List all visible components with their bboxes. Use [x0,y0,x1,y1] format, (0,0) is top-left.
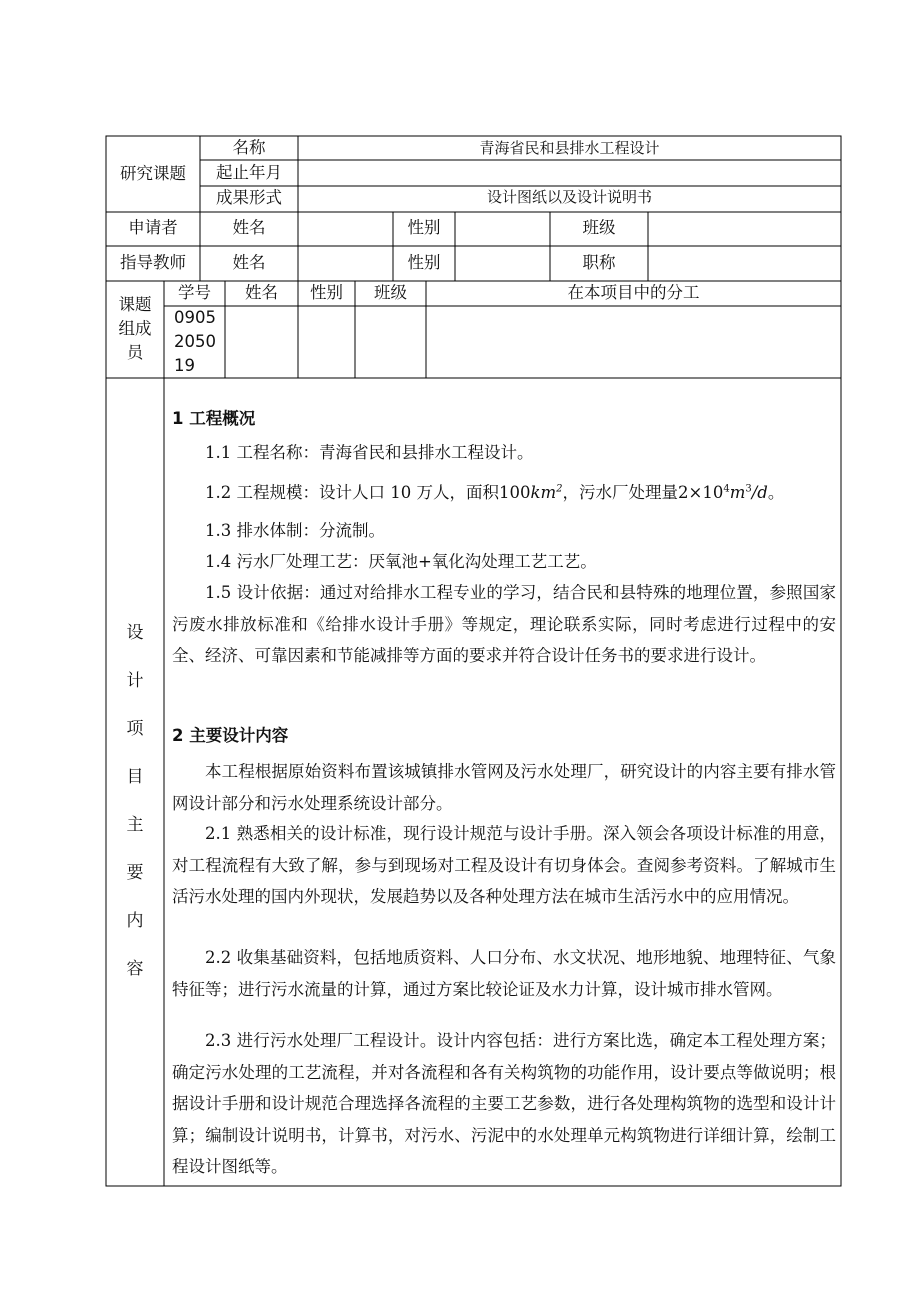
members-label-line-3: 员 [126,343,144,362]
column-project-role: 在本项目中的分工 [567,283,700,302]
section-2-intro: 本工程根据原始资料布置该城镇排水管网及污水处理厂，研究设计的内容主要有排水管网设计部分和污水处理系统设计部分。 [172,762,836,813]
item-1-2-mid: ，污水厂处理量 [562,483,679,502]
advisor-label: 指导教师 [120,253,186,272]
side-label-char-6: 要 [126,863,144,883]
student-id-line-3: 19 [174,356,195,375]
advisor-title-label: 职称 [582,253,616,272]
period-label: 起止年月 [216,163,282,182]
column-name: 姓名 [245,283,278,302]
side-label-char-3: 项 [126,719,144,739]
advisor-name-label: 姓名 [232,253,266,272]
item-1-2-prefix: 1.2 工程规模：设计人口 10 万人，面积 [205,483,499,502]
column-student-id: 学号 [178,283,211,302]
item-1-2-end: 。 [767,483,785,502]
research-topic-label: 研究课题 [120,164,186,183]
item-1-4: 1.4 污水厂处理工艺：厌氧池+氧化沟处理工艺工艺。 [205,552,597,571]
topic-name-value: 青海省民和县排水工程设计 [479,139,660,157]
student-id-line-2: 2050 [174,332,216,351]
output-form-label: 成果形式 [216,188,282,207]
output-form-value: 设计图纸以及设计说明书 [486,188,652,206]
side-label-char-7: 内 [126,911,144,931]
side-label-char-1: 设 [126,623,144,643]
column-class: 班级 [374,283,407,302]
members-label-line-2: 组成 [118,319,152,338]
applicant-class-label: 班级 [582,218,616,237]
item-1-5: 1.5 设计依据：通过对给排水工程专业的学习，结合民和县特殊的地理位置，参照国家污废水排放标准和《给排水设计手册》等规定，理论联系实际，同时考虑进行过程中的安全、经济、可靠因素和节能减排等方面的要求并符合设计任务书的要求进行设计。 [172,583,836,665]
side-label-char-2: 计 [126,671,144,691]
area-value: $100km^2$ [498,483,563,502]
topic-name-label: 名称 [232,138,266,157]
applicant-label: 申请者 [128,218,178,237]
section-2-heading: 2 主要设计内容 [172,726,289,745]
column-gender: 性别 [310,283,343,302]
flow-value: $2\times 10^4m^3/d$ [678,483,768,502]
item-2-1: 2.1 熟悉相关的设计标准，现行设计规范与设计手册。深入领会各项设计标准的用意，对工程流程有大致了解，参与到现场对工程及设计有切身体会。查阅参考资料。了解城市生活污水处理的国内外现状，发展趋势以及各种处理方法在城市生活污水中的应用情况。 [172,824,836,906]
advisor-gender-label: 性别 [407,253,441,272]
item-1-1: 1.1 工程名称：青海省民和县排水工程设计。 [205,443,534,462]
side-label-char-8: 容 [126,959,144,979]
item-2-2: 2.2 收集基础资料，包括地质资料、人口分布、水文状况、地形地貌、地理特征、气象特征等；进行污水流量的计算，通过方案比较论证及水力计算，设计城市排水管网。 [172,948,836,999]
applicant-gender-label: 性别 [407,218,441,237]
members-label-line-1: 课题 [118,295,152,314]
applicant-name-label: 姓名 [232,218,266,237]
side-label-char-5: 主 [126,815,144,835]
item-1-3: 1.3 排水体制：分流制。 [205,521,385,540]
item-1-2 [172,477,836,509]
section-1-heading: 1 工程概况 [172,409,256,428]
item-2-3: 2.3 进行污水处理厂工程设计。设计内容包括：进行方案比选，确定本工程处理方案；确定污水处理的工艺流程，并对各流程和各有关构筑物的功能作用，设计要点等做说明；根据设计手册和设计规范合理选择各流程的主要工艺参数，进行各处理构筑物的选型和设计计算；编制设计说明书，计算书，对污水、污泥中的水处理单元构筑物进行详细计算，绘制工程设计图纸等。 [172,1031,836,1176]
student-id-line-1: 0905 [174,308,216,327]
side-label-char-4: 目 [126,767,144,787]
